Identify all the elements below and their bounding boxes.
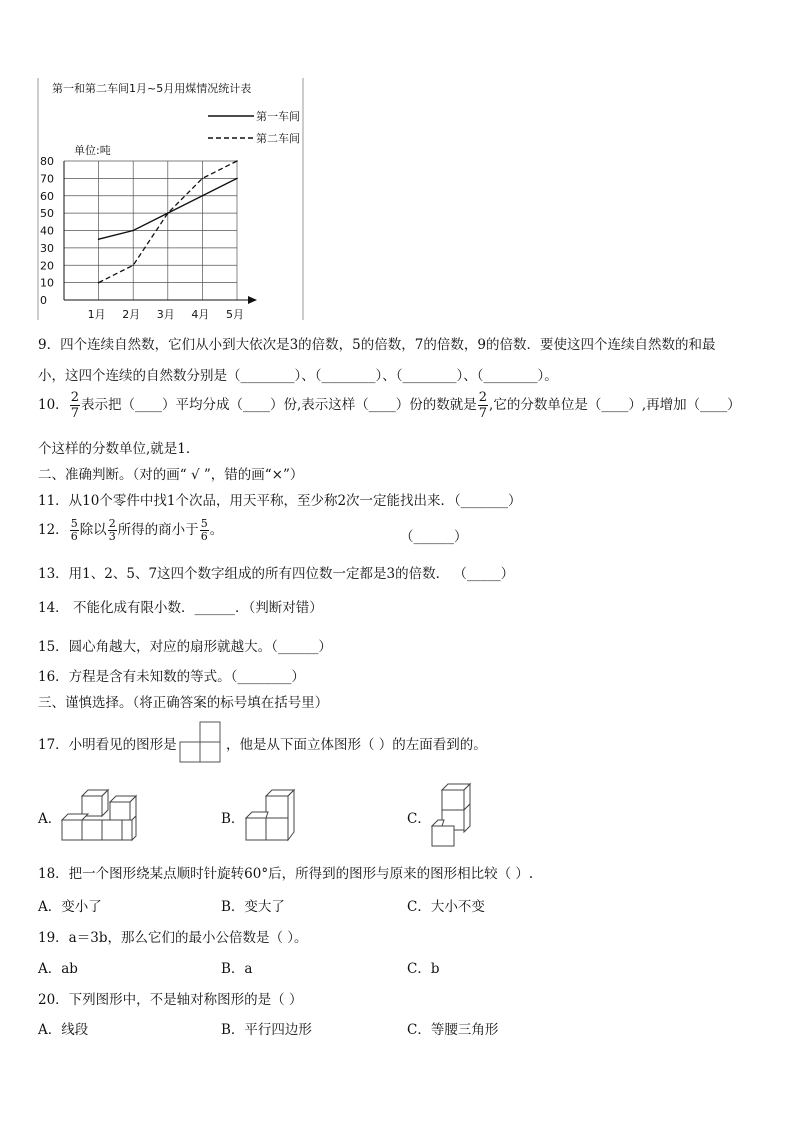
question-12-text-a: 除以 [79, 522, 107, 538]
y-tick-label: 30 [40, 241, 54, 255]
chart-title: 第一和第二车间1月~5月用煤情况统计表 [52, 82, 252, 95]
question-17-text-b: ，他是从下面立体图形（ ）的左面看到的。 [226, 737, 487, 753]
series-1-point [202, 195, 204, 197]
question-18-option-a: A．变小了 [38, 899, 102, 915]
question-19-option-b: B．a [221, 961, 253, 977]
x-tick-label: 1月 [87, 308, 106, 321]
y-tick-label: 20 [40, 259, 54, 273]
y-tick-label: 40 [40, 224, 54, 238]
y-tick-label: 10 [40, 276, 54, 290]
series-2-point [202, 178, 204, 180]
question-19: 19．a＝3b，那么它们的最小公倍数是（ ）。 [38, 930, 308, 946]
question-20-option-a: A．线段 [38, 1022, 89, 1038]
question-18: 18．把一个图形绕某点顺时针旋转60°后，所得到的图形与原来的图形相比较（ ）. [38, 866, 534, 882]
question-19-option-c: C．b [407, 961, 440, 977]
y-tick-label: 60 [40, 189, 54, 203]
question-17-option-c-label: C． [407, 811, 431, 827]
x-axis-arrow [248, 296, 257, 304]
option-b-cube-figure [244, 786, 304, 844]
y-tick-label: 80 [40, 155, 54, 168]
x-tick-label: 5月 [226, 308, 244, 321]
series-2-point [236, 160, 238, 162]
fraction-5-6: $\frac{5}{6}$ [70, 517, 78, 543]
question-10-text-b: ,它的分数单位是（____）,再增加（____） [489, 397, 741, 413]
section-2-heading: 二、准确判断。（对的画“ √ ”，错的画“×”） [38, 467, 304, 483]
question-9-line-2: 小，这四个连续的自然数分别是（________）、（________）、（________）、（________）。 [38, 368, 558, 384]
question-18-option-c: C．大小不变 [407, 899, 485, 915]
chart-y-ticks [40, 155, 54, 307]
question-10-number: 10． [38, 397, 69, 413]
question-12-answer-blank: （______） [400, 529, 468, 545]
fraction-2-7: $\frac{2}{7}$ [70, 390, 79, 421]
section-3-heading: 三、谨慎选择。（将正确答案的标号填在括号里） [38, 695, 329, 711]
question-10-line-2: 个这样的分数单位,就是1． [38, 441, 200, 457]
fraction-2-3: $\frac{2}{3}$ [108, 517, 116, 543]
question-10-text-a: 表示把（____）平均分成（____）份,表示这样（____）份的数就是 [80, 397, 477, 413]
fraction-2-7-second: $\frac{2}{7}$ [478, 390, 488, 421]
question-10-line-1 [38, 390, 741, 421]
x-tick-label: 2月 [122, 308, 141, 321]
legend-label-series-2: 第二车间 [256, 132, 300, 145]
y-tick-label: 70 [40, 172, 54, 186]
question-14: 14． 不能化成有限小数．______．（判断对错） [38, 600, 323, 616]
series-1-point [132, 230, 134, 232]
fraction-5-6-second: $\frac{5}{6}$ [200, 517, 208, 543]
question-11: 11．从10个零件中找1个次品，用天平称，至少称2次一定能找出来．（_______） [38, 493, 522, 509]
question-17-option-a-label: A． [38, 811, 62, 827]
front-view-figure [178, 720, 224, 764]
chart-unit-label: 单位:吨 [74, 144, 111, 157]
question-12-number: 12． [38, 522, 69, 538]
question-12-text-b: 所得的商小于 [117, 522, 199, 538]
series-2-point [98, 282, 100, 284]
series-1-point [98, 238, 100, 240]
chart-legend [208, 109, 300, 145]
x-tick-label: 4月 [191, 308, 210, 321]
question-20-option-c: C．等腰三角形 [407, 1022, 499, 1038]
question-19-option-a: A．ab [38, 961, 78, 977]
option-c-cube-figure [430, 780, 474, 848]
y-tick-label: 50 [40, 207, 54, 221]
question-17-option-b-label: B． [221, 811, 245, 827]
legend-label-series-1: 第一车间 [256, 110, 300, 123]
question-12-text-c: 。 [209, 522, 224, 538]
question-13: 13．用1、2、5、7这四个数字组成的所有四位数一定都是3的倍数． （_____） [38, 566, 515, 582]
question-20: 20．下列图形中，不是轴对称图形的是（ ） [38, 992, 303, 1008]
question-18-option-b: B．变大了 [221, 899, 285, 915]
question-17-text-a: 17．小明看见的图形是 [38, 737, 177, 753]
series-1-point [236, 178, 238, 180]
chart-x-ticks [88, 308, 244, 321]
x-tick-label: 3月 [156, 308, 175, 321]
line-chart [30, 72, 310, 324]
question-12 [38, 518, 223, 543]
series-2-point [132, 264, 134, 266]
question-16: 16．方程是含有未知数的等式。（________） [38, 669, 305, 685]
chart-grid [64, 161, 237, 300]
option-a-cube-figure [60, 786, 140, 844]
y-tick-label: 0 [40, 294, 47, 307]
series-2-point [167, 212, 169, 214]
question-15: 15．圆心角越大，对应的扇形就越大。（______） [38, 639, 332, 655]
question-20-option-b: B．平行四边形 [221, 1022, 312, 1038]
question-9-line-1: 9．四个连续自然数，它们从小到大依次是3的倍数，5的倍数，7的倍数，9的倍数．要使这四个连续自然数的和最 [38, 337, 716, 353]
